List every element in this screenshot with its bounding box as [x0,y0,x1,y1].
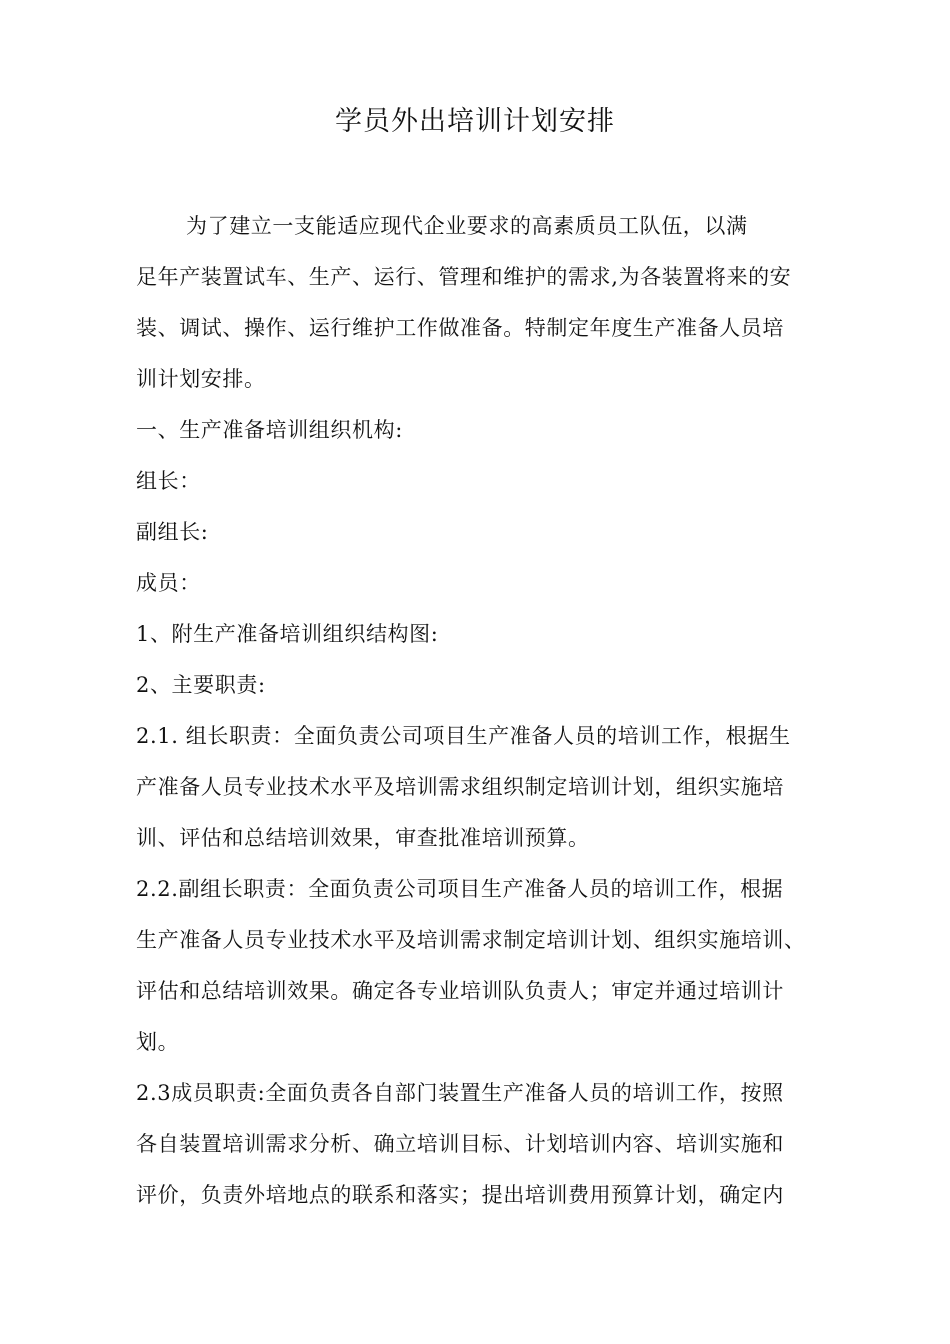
intro-line-1: 为了建立一支能适应现代企业要求的高素质员工队伍，以满 [186,214,748,238]
members-label: 成员： [136,571,201,595]
document-title: 学员外出培训计划安排 [335,106,615,137]
leader-label: 组长： [136,469,201,493]
deputy-duty-line-1: 2.2.副组长职责：全面负责公司项目生产准备人员的培训工作，根据 [136,877,784,901]
deputy-duty-line-4: 划。 [136,1030,180,1054]
document-body [136,201,826,1221]
leader-duty-line-2: 产准备人员专业技术水平及培训需求组织制定培训计划，组织实施培 [136,775,784,799]
member-duty-line-3: 评价，负责外培地点的联系和落实；提出培训费用预算计划，确定内 [136,1183,784,1207]
section-heading-organization: 一、生产准备培训组织机构: [136,418,403,442]
intro-line-4: 训计划安排。 [136,367,266,391]
member-duty-line-2: 各自装置培训需求分析、确立培训目标、计划培训内容、培训实施和 [136,1132,784,1156]
deputy-duty-line-3: 评估和总结培训效果。确定各专业培训队负责人；审定并通过培训计 [136,979,784,1003]
leader-duty-line-1: 2.1. 组长职责：全面负责公司项目生产准备人员的培训工作，根据生 [136,724,791,748]
deputy-leader-label: 副组长: [136,520,209,544]
intro-line-2: 足年产装置试车、生产、运行、管理和维护的需求,为各装置将来的安 [136,265,792,289]
intro-line-3: 装、调试、操作、运行维护工作做准备。特制定年度生产准备人员培 [136,316,784,340]
member-duty-line-1: 2.3成员职责:全面负责各自部门装置生产准备人员的培训工作，按照 [136,1081,784,1105]
org-chart-note: 1、附生产准备培训组织结构图: [136,622,439,646]
leader-duty-line-3: 训、评估和总结培训效果，审查批准培训预算。 [136,826,590,850]
deputy-duty-line-2: 生产准备人员专业技术水平及培训需求制定培训计划、组织实施培训、 [136,928,806,952]
responsibilities-heading: 2、主要职责: [136,673,266,697]
